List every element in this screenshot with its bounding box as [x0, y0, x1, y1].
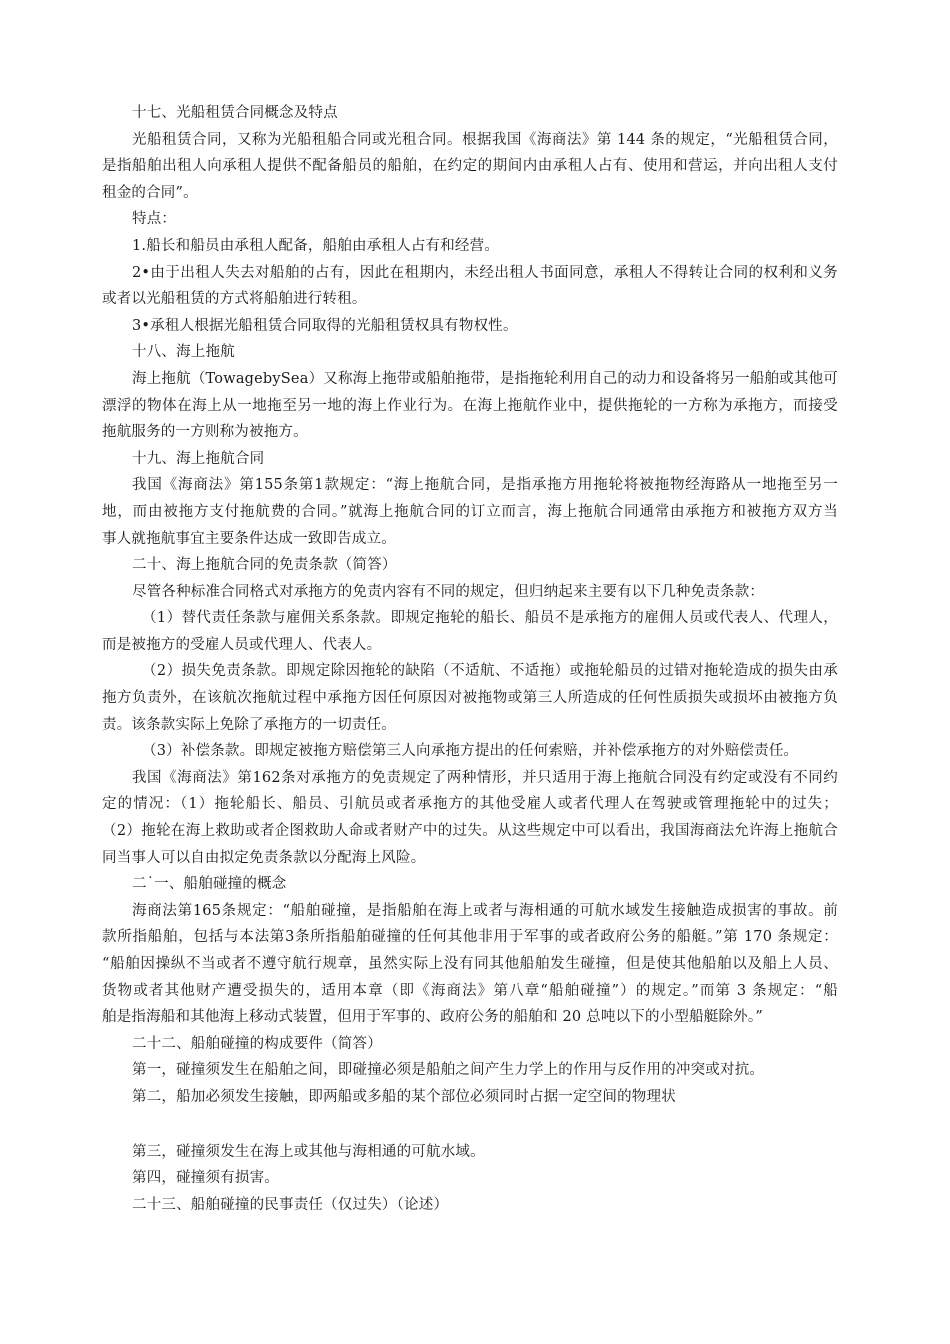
text-line: 3•承租人根据光船租赁合同取得的光船租赁权具有物权性。: [132, 317, 518, 334]
text-line: （1）替代责任条款与雇佣关系条款。即规定拖轮的船长、船员不是承拖方的雇佣人员或代表人、代理人，: [142, 610, 838, 627]
text-line: （2）损失免责条款。即规定除因拖轮的缺陷（不适航、不适拖）或拖轮船员的过错对拖轮造成的损失由承: [142, 663, 838, 680]
text-line: 十七、光船租赁合同概念及特点: [132, 105, 338, 121]
text-line: 十九、海上拖航合同: [132, 450, 265, 467]
text-line: 第一，碰撞须发生在船舶之间，即碰撞必须是船舶之间产生力学上的作用与反作用的冲突或对抗。: [132, 1062, 765, 1079]
text-line: 海上拖航（TowagebySea）又称海上拖带或船舶拖带，是指拖轮利用自己的动力和设备将另一船舶或其他可: [132, 370, 838, 387]
text-line: 定的情况：（1）拖轮船长、船员、引航员或者承拖方的其他受雇人或者代理人在驾驶或管理拖轮中的过失；: [102, 796, 838, 813]
text-line: 第二，船加必须发生接触，即两船或多船的某个部位必须同时占据一定空间的物理状: [132, 1088, 676, 1105]
text-line: 尽管各种标准合同格式对承拖方的免责内容有不同的规定，但归纳起来主要有以下几种免责条款：: [132, 583, 765, 600]
text-line: 或者以光船租赁的方式将船舶进行转租。: [102, 291, 367, 308]
text-line: 我国《海商法》第155条第1款规定：“海上拖航合同，是指承拖方用拖轮将被拖物经海路从一地拖至另一: [132, 477, 838, 494]
text-line: （2）拖轮在海上救助或者企图救助人命或者财产中的过失。从这些规定中可以看出，我国海商法允许海上拖航合: [102, 823, 838, 840]
text-line: 二十二、船舶碰撞的构成要件（简答）: [132, 1035, 382, 1052]
text-line: 而是被拖方的受雇人员或代理人、代表人。: [102, 636, 382, 653]
blank-line: [102, 1111, 838, 1139]
text-line: 二十、海上拖航合同的免责条款（简答）: [132, 557, 397, 574]
text-line: 款所指船舶，包括与本法第3条所指船舶碰撞的任何其他非用于军事的或者政府公务的船艇。”第 170 条规定：: [102, 929, 838, 946]
text-line: 二十三、船舶碰撞的民事责任（仅过失）（论述）: [132, 1196, 449, 1213]
text-line: 同当事人可以自由拟定免责条款以分配海上风险。: [102, 849, 426, 866]
text-line: 特点：: [132, 211, 177, 228]
text-line: 光船租赁合同，又称为光船租船合同或光租合同。根据我国《海商法》第 144 条的规定，“光船租赁合同，: [132, 131, 838, 148]
text-line: 货物或者其他财产遭受损失的，适用本章（即《海商法》第八章“船舶碰撞”）的规定。”而第 3 条规定：“船: [102, 982, 838, 999]
text-line: 拖方负责外，在该航次拖航过程中承拖方因任何原因对被拖物或第三人所造成的任何性质损失或损坏由被拖方负: [102, 690, 838, 707]
text-line: 海商法第165条规定：“船舶碰撞，是指船舶在海上或者与海相通的可航水域发生接触造成损害的事故。前: [132, 902, 838, 919]
text-line: “船舶因操纵不当或者不遵守航行规章，虽然实际上没有同其他船舶发生碰撞，但是使其他船舶以及船上人员、: [102, 956, 838, 972]
document-body: [102, 100, 838, 1218]
text-line: 十八、海上拖航: [132, 344, 235, 361]
text-line: 拖航服务的一方则称为被拖方。: [102, 424, 308, 441]
text-line: 租金的合同”。: [102, 184, 198, 201]
text-line: 漂浮的物体在海上从一地拖至另一地的海上作业行为。在海上拖航作业中，提供拖轮的一方称为承拖方，而接受: [102, 397, 838, 414]
text-line: 第三，碰撞须发生在海上或其他与海相通的可航水域。: [132, 1143, 485, 1160]
text-line: 事人就拖航事宜主要条件达成一致即告成立。: [102, 530, 396, 547]
text-line: 第四，碰撞须有损害。: [132, 1170, 279, 1187]
text-line: 二˙一、船舶碰撞的概念: [132, 876, 287, 893]
text-line: 是指船舶出租人向承租人提供不配备船员的船舶，在约定的期间内由承租人占有、使用和营运，并向出租人支付: [102, 158, 838, 175]
text-line: 2•由于出租人失去对船舶的占有，因此在租期内，未经出租人书面同意，承租人不得转让合同的权利和义务: [132, 264, 838, 281]
text-line: 地，而由被拖方支付拖航费的合同。”就海上拖航合同的订立而言，海上拖航合同通常由承拖方和被拖方双方当: [102, 503, 838, 520]
text-line: 1.船长和船员由承租人配备，船舶由承租人占有和经营。: [132, 237, 500, 254]
text-line: 我国《海商法》第162条对承拖方的免责规定了两种情形，并只适用于海上拖航合同没有约定或没有不同约: [132, 769, 838, 786]
text-line: 责。该条款实际上免除了承拖方的一切责任。: [102, 716, 396, 733]
text-line: 舶是指海船和其他海上移动式装置，但用于军事的、政府公务的船舶和 20 总吨以下的小型船艇除外。”: [102, 1009, 763, 1026]
text-line: （3）补偿条款。即规定被拖方赔偿第三人向承拖方提出的任何索赔，并补偿承拖方的对外赔偿责任。: [142, 743, 799, 760]
